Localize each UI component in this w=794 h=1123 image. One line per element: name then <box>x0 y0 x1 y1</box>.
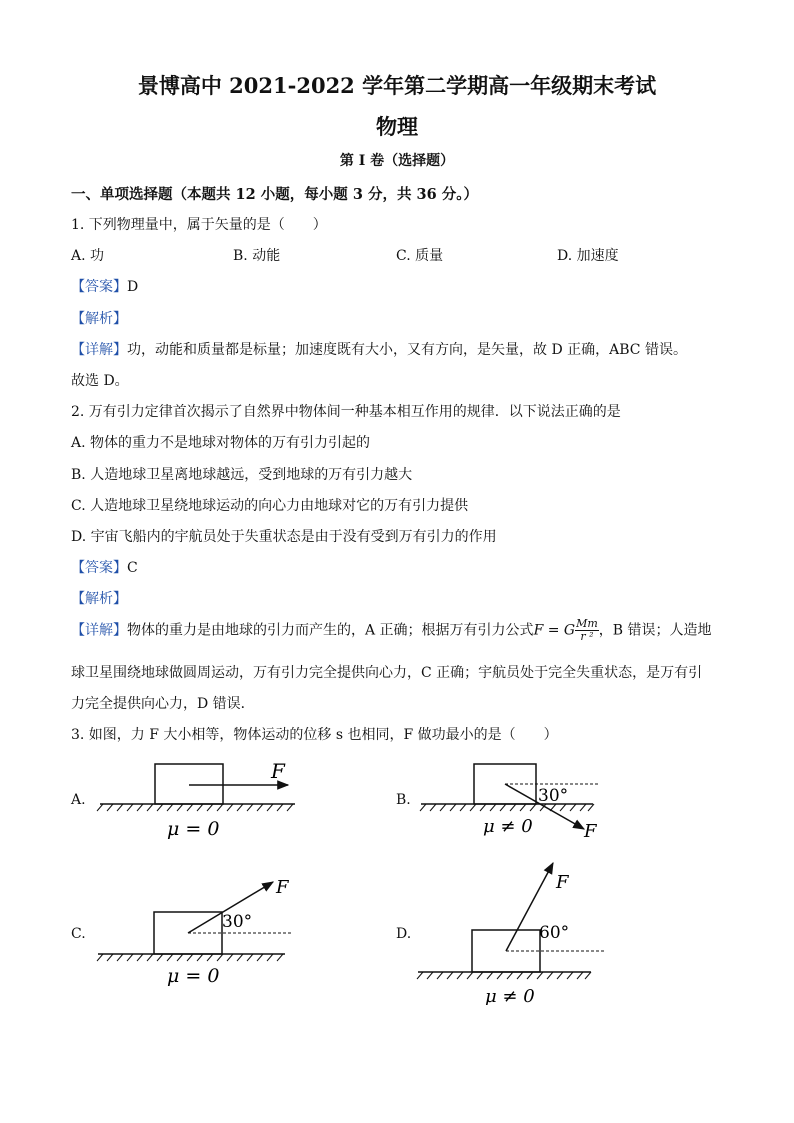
force-label: F <box>276 877 289 898</box>
q2-detail-line3: 力完全提供向心力，D 错误． <box>71 696 255 712</box>
answer-value: D <box>127 279 139 295</box>
q2-option-a: A. 物体的重力不是地球对物体的万有引力引起的 <box>71 435 371 451</box>
volume-title: 第 I 卷（选择题） <box>339 153 455 169</box>
fig-c-label: C. <box>71 926 86 942</box>
force-label: F <box>271 759 285 783</box>
q2-detail-line2: 球卫星围绕地球做圆周运动，万有引力完全提供向心力，C 正确；宇航员处于完全失重状态，是万有引 <box>71 665 703 681</box>
ground-hatch <box>417 972 591 979</box>
q2-option-c: C. 人造地球卫星绕地球运动的向心力由地球对它的万有引力提供 <box>71 498 469 514</box>
figure-c <box>95 872 310 992</box>
answer-tag: 【答案】 <box>71 279 127 295</box>
analysis-tag: 【解析】 <box>71 311 127 327</box>
detail-text: 功，动能和质量都是标量；加速度既有大小，又有方向，是矢量，故 D 正确，ABC 错误。 <box>127 342 687 358</box>
q1-option-c: C. 质量 <box>396 248 444 264</box>
mu-label: μ ≠ 0 <box>483 816 533 837</box>
answer-value: C <box>127 560 138 576</box>
mu-label: μ ≠ 0 <box>485 986 535 1005</box>
analysis-tag: 【解析】 <box>71 591 127 607</box>
formula-numerator: Mm <box>576 617 598 630</box>
q1-conclusion: 故选 D。 <box>71 373 129 389</box>
angle-label: 30° <box>222 912 253 932</box>
q2-detail-line1 <box>71 618 712 643</box>
detail-tag: 【详解】 <box>71 342 127 358</box>
ground-hatch <box>97 804 293 811</box>
fig-a-label: A. <box>71 792 86 808</box>
ground-hatch <box>97 954 283 961</box>
formula-lhs: F = G <box>533 622 576 639</box>
q1-option-a: A. 功 <box>71 248 105 264</box>
figure-b <box>418 755 618 845</box>
q1-answer <box>71 276 138 296</box>
q2-option-b: B. 人造地球卫星离地球越远，受到地球的万有引力越大 <box>71 467 413 483</box>
figure-d <box>415 855 615 1005</box>
q1-detail <box>71 339 687 359</box>
q2-stem: 2. 万有引力定律首次揭示了自然界中物体间一种基本相互作用的规律．以下说法正确的是 <box>71 404 621 420</box>
detail-text: 物体的重力是由地球的引力而产生的，A 正确；根据万有引力公式 <box>127 622 534 639</box>
force-label: F <box>556 872 569 893</box>
q2-answer <box>71 557 138 577</box>
section-heading: 一、单项选择题（本题共 12 小题，每小题 3 分，共 36 分。） <box>71 186 478 203</box>
page-title: 景博高中 2021-2022 学年第二学期高一年级期末考试 <box>137 73 657 98</box>
angle-label: 30° <box>538 786 569 806</box>
subject-title: 物理 <box>376 114 418 139</box>
formula-fraction <box>575 618 599 643</box>
formula-denominator: r ² <box>580 630 594 643</box>
figure-a <box>95 755 310 845</box>
block <box>155 764 223 804</box>
angle-label: 60° <box>539 923 570 943</box>
q2-option-d: D. 宇宙飞船内的宇航员处于失重状态是由于没有受到万有引力的作用 <box>71 529 497 545</box>
q1-analysis <box>71 308 127 328</box>
q1-option-b: B. 动能 <box>233 248 281 264</box>
mu-label: μ = 0 <box>167 965 220 987</box>
mu-label: μ = 0 <box>167 818 220 840</box>
detail-text-2: ，B 错误；人造地 <box>598 622 712 639</box>
answer-tag: 【答案】 <box>71 560 127 576</box>
force-label: F <box>584 821 597 842</box>
fig-b-label: B. <box>396 792 411 808</box>
q1-stem: 1. 下列物理量中，属于矢量的是（ ） <box>71 217 327 233</box>
q2-analysis <box>71 588 127 608</box>
fig-d-label: D. <box>396 926 412 942</box>
q3-stem: 3. 如图，力 F 大小相等，物体运动的位移 s 也相同，F 做功最小的是（ ） <box>71 727 558 743</box>
q1-option-d: D. 加速度 <box>557 248 619 264</box>
detail-tag: 【详解】 <box>71 622 127 639</box>
